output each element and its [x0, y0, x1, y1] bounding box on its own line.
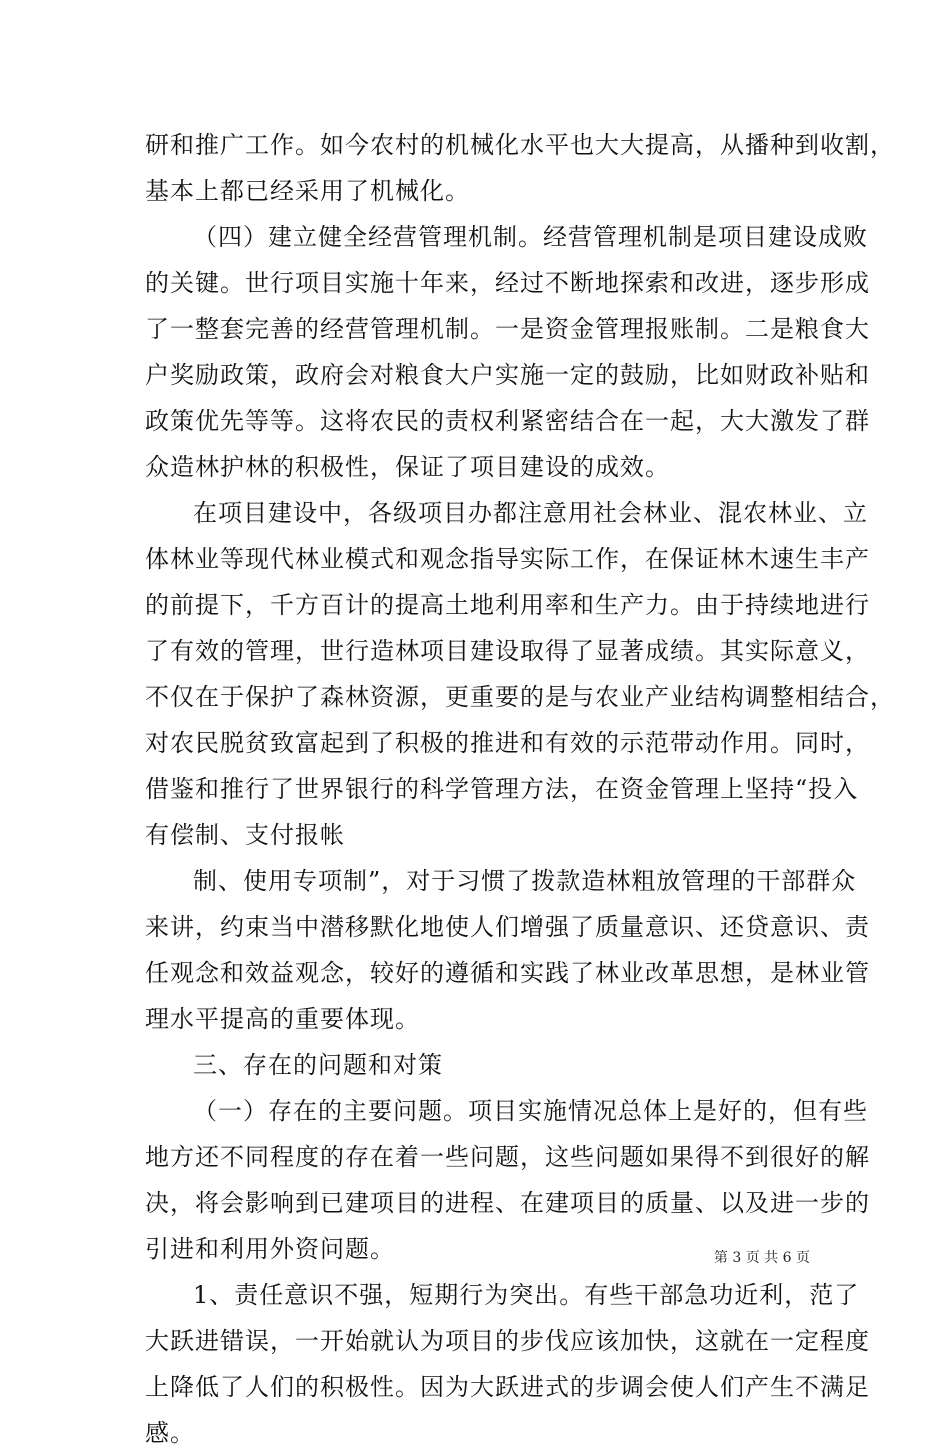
text-line: 户奖励政策，政府会对粮食大户实施一定的鼓励，比如财政补贴和 — [145, 361, 870, 389]
page-number: 第 3 页 共 6 页 — [713, 1250, 810, 1266]
text-line: 的前提下，千方百计的提高土地利用率和生产力。由于持续地进行 — [145, 591, 870, 619]
text-line: 众造林护林的积极性，保证了项目建设的成效。 — [145, 453, 670, 481]
text-line: （四）建立健全经营管理机制。经营管理机制是项目建设成败 — [193, 223, 868, 251]
text-line: 引进和利用外资问题。 — [145, 1235, 395, 1263]
text-line: 大跃进错误，一开始就认为项目的步伐应该加快，这就在一定程度 — [145, 1327, 870, 1355]
text-line: 地方还不同程度的存在着一些问题，这些问题如果得不到很好的解 — [145, 1143, 870, 1171]
text-line: 政策优先等等。这将农民的责权利紧密结合在一起，大大激发了群 — [145, 407, 870, 435]
text-line: 决，将会影响到已建项目的进程、在建项目的质量、以及进一步的 — [145, 1189, 870, 1217]
text-line: 上降低了人们的积极性。因为大跃进式的步调会使人们产生不满足 — [145, 1373, 870, 1401]
text-line: 的关键。世行项目实施十年来，经过不断地探索和改进，逐步形成 — [145, 269, 870, 297]
text-line: 在项目建设中，各级项目办都注意用社会林业、混农林业、立 — [193, 499, 868, 527]
text-line: （一）存在的主要问题。项目实施情况总体上是好的，但有些 — [193, 1097, 868, 1125]
text-line: 制、使用专项制”，对于习惯了拨款造林粗放管理的干部群众 — [193, 867, 857, 895]
text-line: 理水平提高的重要体现。 — [145, 1005, 420, 1033]
text-line: 了一整套完善的经营管理机制。一是资金管理报账制。二是粮食大 — [145, 315, 870, 343]
text-line: 有偿制、支付报帐 — [145, 821, 345, 849]
text-line: 来讲，约束当中潜移默化地使人们增强了质量意识、还贷意识、责 — [145, 913, 870, 941]
text-line: 了有效的管理，世行造林项目建设取得了显著成绩。其实际意义， — [145, 637, 870, 665]
text-line: 基本上都已经采用了机械化。 — [145, 177, 470, 205]
section-heading: 三、存在的问题和对策 — [193, 1051, 443, 1079]
text-line: 1、责任意识不强，短期行为突出。有些干部急功近利，范了 — [193, 1281, 860, 1309]
text-line: 借鉴和推行了世界银行的科学管理方法，在资金管理上坚持“投入 — [145, 775, 859, 803]
text-line: 对农民脱贫致富起到了积极的推进和有效的示范带动作用。同时， — [145, 729, 870, 757]
text-line: 研和推广工作。如今农村的机械化水平也大大提高，从播种到收割， — [145, 131, 895, 159]
text-line: 体林业等现代林业模式和观念指导实际工作，在保证林木速生丰产 — [145, 545, 870, 573]
text-line: 任观念和效益观念，较好的遵循和实践了林业改革思想，是林业管 — [145, 959, 870, 987]
text-line: 不仅在于保护了森林资源，更重要的是与农业产业结构调整相结合， — [145, 683, 895, 711]
text-line: 感。 — [145, 1419, 195, 1447]
